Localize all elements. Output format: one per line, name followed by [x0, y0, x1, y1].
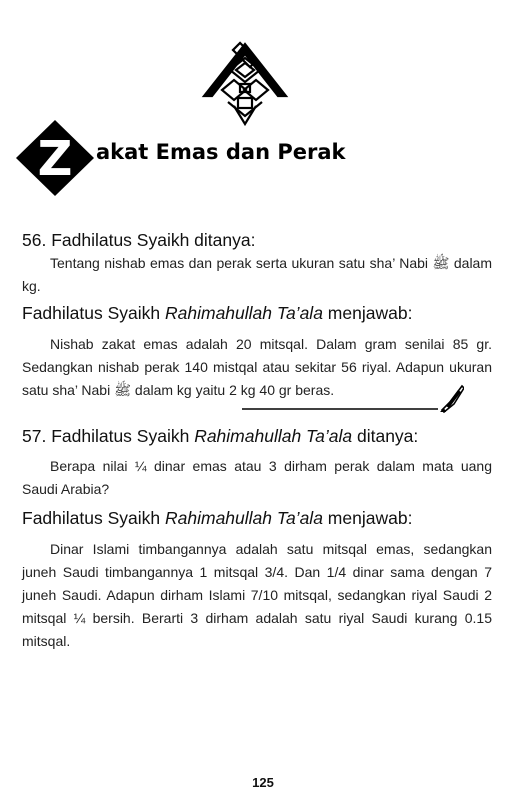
honorific: Rahimahullah Ta’ala [165, 303, 323, 323]
question-56-text: Tentang nishab emas dan perak serta ukuran satu sha’ Nabi ﷺ dalam kg. [22, 255, 492, 294]
question-57-text: Berapa nilai ¼ dinar emas atau 3 dirham perak dalam mata uang Saudi Arabia? [22, 458, 492, 497]
answer-56-text: Nishab zakat emas adalah 20 mitsqal. Dalam gram senilai 85 gr. Sedangkan nishab perak 140 mistqal atau sekitar 56 riyal. Adapun ukuran satu sha’ Nabi ﷺ dalam kg yaitu 2 kg 40 gr beras. [22, 336, 492, 398]
honorific: Rahimahullah Ta’ala [194, 426, 353, 446]
answer-56-heading: Fadhilatus Syaikh Rahimahullah Ta’ala menjawab: [22, 303, 413, 323]
chapter-initial-badge [14, 118, 96, 198]
pen-icon [440, 386, 464, 412]
question-57-heading: 57. Fadhilatus Syaikh Rahimahullah Ta’ala ditanya: [22, 426, 419, 446]
question-56-heading: 56. Fadhilatus Syaikh ditanya: [22, 230, 256, 250]
answer-57-text: Dinar Islami timbangannya adalah satu mitsqal emas, sedangkan juneh Saudi timbangannya 1 mitsqal 3/4. Dan 1/4 dinar sama dengan 7 juneh Saudi. Adapun dirham Islami 7/10 mitsqal, sedangkan riyal Saudi 2 mitsqal ¼ bersih. Berarti 3 dirham adalah satu riyal Saudi kurang 0.15 mitsqal. [22, 541, 492, 649]
chapter-title: akat Emas dan Perak [96, 140, 346, 164]
geometric-diamond-ornament-icon [200, 40, 290, 130]
section-divider [242, 382, 464, 414]
page-number: 125 [252, 775, 274, 790]
chapter-heading [14, 118, 494, 198]
answer-57-heading: Fadhilatus Syaikh Rahimahullah Ta’ala menjawab: [22, 508, 413, 528]
honorific: Rahimahullah Ta’ala [165, 508, 323, 528]
chapter-initial-letter: Z [37, 131, 73, 187]
